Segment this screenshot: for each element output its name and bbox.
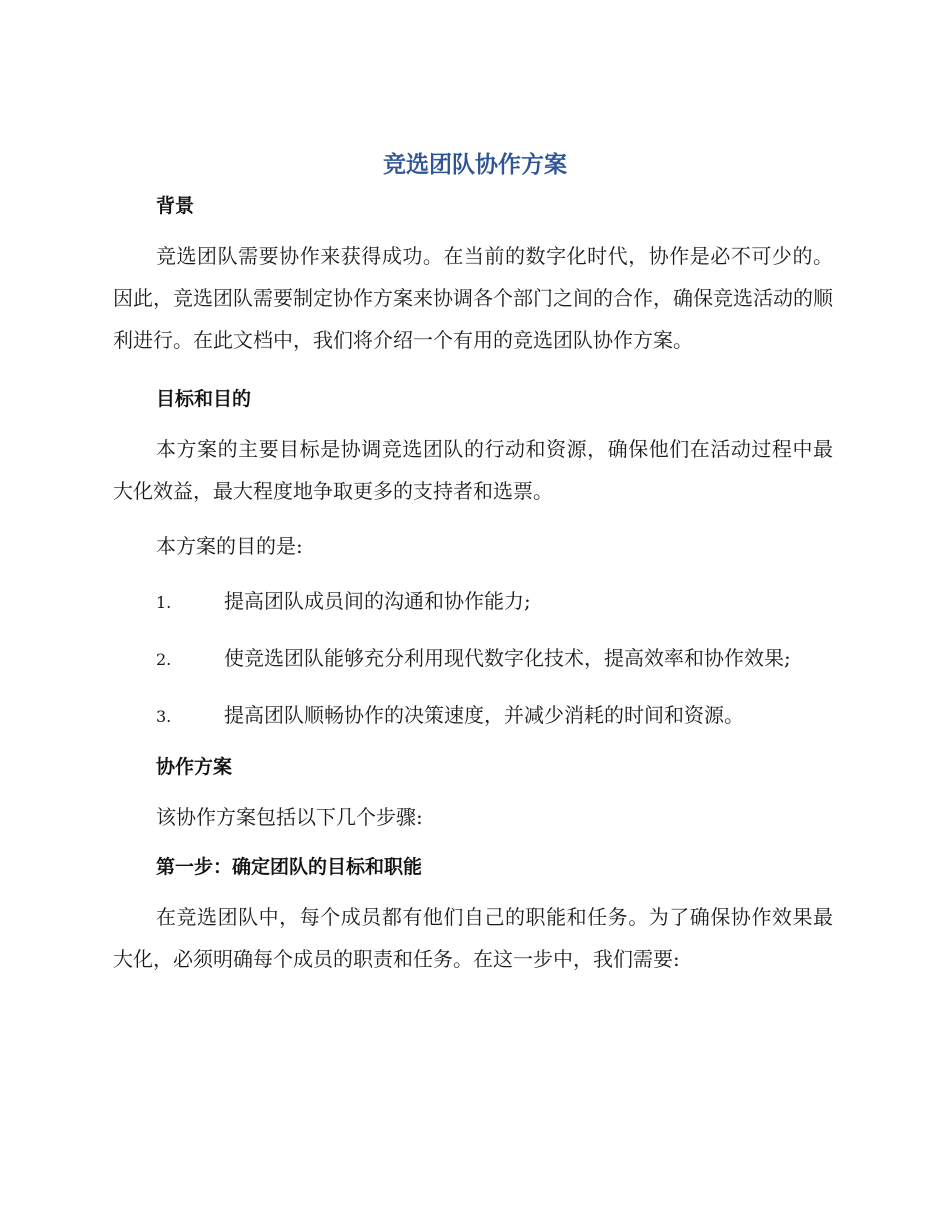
section-heading-goals: 目标和目的 bbox=[156, 388, 252, 410]
section-heading-plan: 协作方案 bbox=[156, 756, 233, 778]
list-item-text: 提高团队成员间的沟通和协作能力; bbox=[224, 589, 531, 613]
list-item bbox=[113, 580, 833, 624]
section-heading-background: 背景 bbox=[156, 195, 195, 217]
document-body bbox=[113, 190, 833, 980]
list-item-number: 1. bbox=[156, 593, 172, 612]
goals-intro: 本方案的目的是: bbox=[156, 534, 303, 558]
step1-heading: 第一步：确定团队的目标和职能 bbox=[156, 856, 423, 878]
background-paragraph: 竞选团队需要协作来获得成功。在当前的数字化时代，协作是必不可少的。因此，竞选团队需要制定协作方案来协调各个部门之间的合作，确保竞选活动的顺利进行。在此文档中，我们将介绍一个有用的竞选团队协作方案。 bbox=[113, 244, 833, 352]
list-item bbox=[113, 637, 833, 681]
document-title: 竞选团队协作方案 bbox=[383, 152, 567, 178]
goals-paragraph: 本方案的主要目标是协调竞选团队的行动和资源，确保他们在活动过程中最大化效益，最大程度地争取更多的支持者和选票。 bbox=[113, 437, 833, 503]
plan-intro: 该协作方案包括以下几个步骤: bbox=[156, 805, 423, 829]
list-item bbox=[113, 694, 833, 738]
list-item-number: 2. bbox=[156, 650, 172, 669]
list-item-text: 提高团队顺畅协作的决策速度，并减少消耗的时间和资源。 bbox=[224, 703, 744, 727]
list-item-text: 使竞选团队能够充分利用现代数字化技术，提高效率和协作效果; bbox=[224, 646, 791, 670]
step1-paragraph: 在竞选团队中，每个成员都有他们自己的职能和任务。为了确保协作效果最大化，必须明确每个成员的职责和任务。在这一步中，我们需要: bbox=[113, 905, 833, 971]
list-item-number: 3. bbox=[156, 707, 172, 726]
